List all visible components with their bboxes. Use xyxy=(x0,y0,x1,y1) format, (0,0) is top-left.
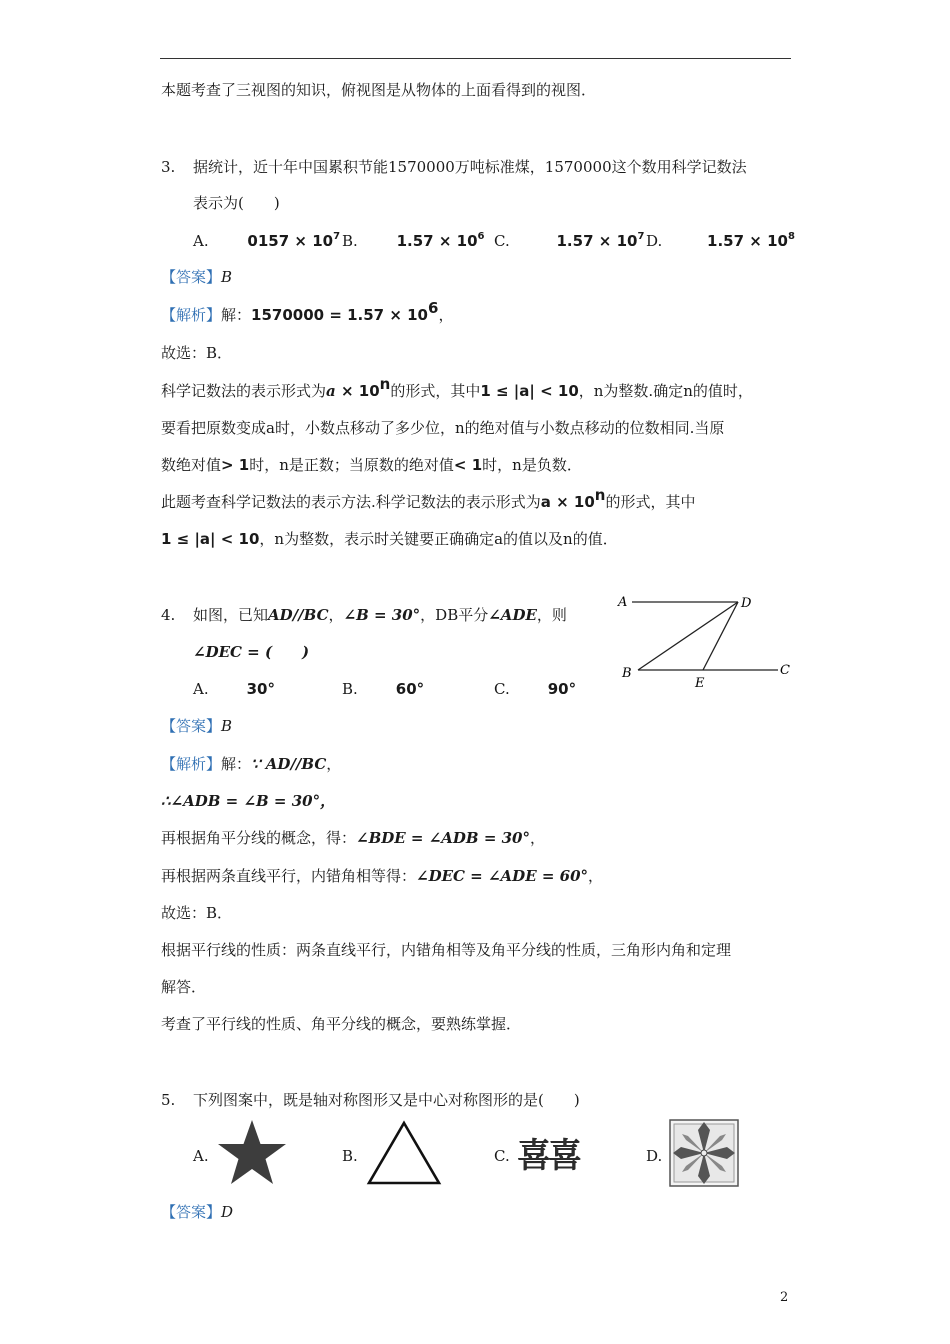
q4-geometry-figure xyxy=(610,588,800,692)
q3-explain-line2: 要看把原数变成a时，小数点移动了多少位，n的绝对值与小数点移动的位数相同.当原 xyxy=(161,419,725,437)
q4-note-line3: 考查了平行线的性质、角平分线的概念，要熟练掌握． xyxy=(161,1015,522,1033)
q3-summary-line2: 1 ≤ |a| < 10，n为整数，表示时关键要正确确定a的值以及n的值． xyxy=(161,530,618,548)
q3-conclusion: 故选：B． xyxy=(161,344,233,362)
q4-number: 4. xyxy=(161,606,176,624)
double-happiness-icon: 喜喜 xyxy=(517,1136,579,1176)
page-number: 2 xyxy=(780,1290,789,1305)
q5-option-c-label: C. xyxy=(494,1147,510,1165)
q4-step2: 再根据角平分线的概念，得：∠BDE = ∠ADB = 30°， xyxy=(161,829,546,847)
q3-option-a: A. $0157 \times 10^7$ xyxy=(193,231,341,250)
q4-answer: 【答案】B xyxy=(161,717,233,735)
q4-step1: ∴∠ADB = ∠B = 30°， xyxy=(161,792,336,810)
q3-analysis: 【解析】解：$1570000 = 1.57 \times 10^6$， xyxy=(161,299,454,324)
q4-option-c: C. 90° xyxy=(494,680,577,698)
q5-answer: 【答案】D xyxy=(161,1203,234,1221)
q3-summary-line1: 此题考查科学记数法的表示方法.科学记数法的表示形式为$a \times 10^n$的形式，其中 xyxy=(161,486,696,511)
q4-stem-line1: 如图，已知AD//BC，∠B = 30°，DB平分∠ADE，则 xyxy=(193,606,567,624)
q4-option-a: A. 30° xyxy=(193,680,275,698)
q4-step3: 再根据两条直线平行，内错角相等得：∠DEC = ∠ADE = 60°， xyxy=(161,867,604,885)
label-c: C xyxy=(780,663,790,678)
q4-stem-line2: ∠DEC = ( ) xyxy=(193,643,310,661)
q4-note-line2: 解答． xyxy=(161,978,207,996)
q3-stem-line1: 据统计，近十年中国累积节能1570000万吨标准煤，1570000这个数用科学记数法 xyxy=(193,158,747,176)
triangle-icon xyxy=(366,1120,442,1186)
q3-option-d: D. $1.57 \times 10^8$ xyxy=(646,231,795,250)
q4-note-line1: 根据平行线的性质：两条直线平行，内错角相等及角平分线的性质，三角形内角和定理 xyxy=(161,941,732,959)
q5-number: 5. xyxy=(161,1091,176,1109)
prev-explanation: 本题考查了三视图的知识，俯视图是从物体的上面看得到的视图． xyxy=(161,81,597,99)
q4-analysis: 【解析】解：∵ AD//BC， xyxy=(161,755,342,773)
q3-explain-line3: 数绝对值> 1时，n是正数；当原数的绝对值< 1时，n是负数． xyxy=(161,456,582,474)
label-a: A xyxy=(618,595,628,610)
star-icon xyxy=(216,1118,288,1188)
q5-option-b-label: B. xyxy=(342,1147,358,1165)
pinwheel-tile-icon xyxy=(668,1118,740,1188)
q3-answer: 【答案】B xyxy=(161,268,233,286)
q4-conclusion: 故选：B． xyxy=(161,904,233,922)
header-rule xyxy=(160,58,791,59)
label-b: B xyxy=(622,666,632,681)
line-bd xyxy=(638,602,738,670)
q3-option-b: B. $1.57 \times 10^6$ xyxy=(342,231,485,250)
label-d: D xyxy=(741,596,752,611)
q4-option-b: B. 60° xyxy=(342,680,425,698)
q5-option-d-label: D. xyxy=(646,1147,663,1165)
q3-stem-line2: 表示为( ) xyxy=(193,194,280,212)
q3-explain-line1: 科学记数法的表示形式为$a \times 10^n$的形式，其中1 ≤ |a| < 10，n为整数.确定n的值时， xyxy=(161,375,753,400)
q3-option-c: C. $1.57 \times 10^7$ xyxy=(494,231,645,250)
line-de xyxy=(703,602,738,670)
q5-option-a-label: A. xyxy=(193,1147,209,1165)
q5-stem: 下列图案中，既是轴对称图形又是中心对称图形的是( ) xyxy=(193,1091,580,1109)
q3-number: 3. xyxy=(161,158,176,176)
label-e: E xyxy=(695,676,705,691)
